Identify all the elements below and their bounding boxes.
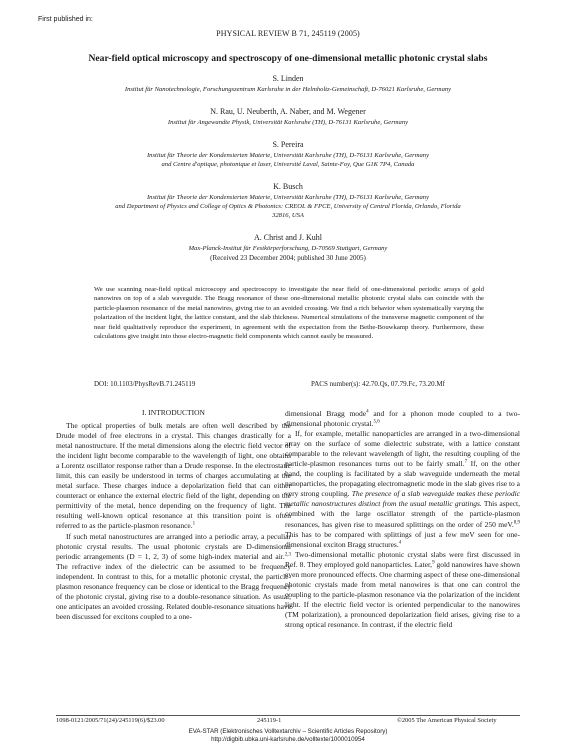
affiliation-linden: Institut für Nanotechnologie, Forschungszentrum Karlsruhe in der Helmholtz-Gemeinschaft, D-76021 Karlsruhe, Germany [124, 86, 452, 93]
affiliation-christ-kuhl: Max-Planck-Institut für Festkörperforschung, D-70569 Stuttgart, Germany [188, 245, 388, 252]
first-published-note: First published in: [38, 16, 93, 23]
affiliation-rau-group: Institut für Angewandte Physik, Universität Karlsruhe (TH), D-76131 Karlsruhe, Germany [167, 119, 409, 126]
left-column [56, 421, 291, 622]
right-column [285, 409, 520, 630]
section-heading: I. INTRODUCTION [142, 408, 205, 417]
footer-copyright: ©2005 The American Physical Society [397, 717, 497, 724]
author-pereira: S. Pereira [272, 140, 304, 149]
repository-name: EVA-STAR (Elektronisches Volltextarchiv – Scientific Articles Repository) [188, 728, 388, 735]
author-christ-kuhl: A. Christ and J. Kuhl [254, 233, 322, 242]
author-rau-group: N. Rau, U. Neuberth, A. Naber, and M. Wegener [210, 107, 366, 116]
paragraph: dimensional Bragg mode$^4$ and for a phonon mode coupled to a two-dimensional photonic crystal.$^{5,6}$ [285, 409, 521, 429]
reference: 5,6 [373, 419, 380, 425]
journal-header: PHYSICAL REVIEW B 71, 245119 (2005) [216, 29, 360, 38]
repository-url[interactable]: http://digbib.ubka.uni-karlsruhe.de/volltexte/1000010954 [211, 736, 365, 743]
footer-page-number: 245119-1 [257, 717, 282, 724]
paragraph: If, for example, metallic nanoparticles are arranged in a two-dimensional array on the surface of some dielectric substrate, with a lattice constant comparable to the relevant wavelength of light, the resulting coupling of the particle-plasmon resonances turns out to be fairly small.$^7$ If, on the other hand, the coupling is facilitated by a slab waveguide underneath the metal nanoparticles, the propagating electromagnetic mode in the slab gives rise to a very strong coupling. The presence of a slab waveguide makes these periodic metallic nanostructures distinct from the usual metallic gratings. This aspect, combined with the large oscillator strength of the particle-plasmon resonances, has given rise to measured splittings on the order of 250 meV.$^{8,9}$ This has to be compared with splittings of just a few meV seen for one-dimensional exciton Bragg structures.$^4$ [285, 429, 521, 549]
affiliation-pereira-1: Institut für Theorie der Kondensierten Materie, Universität Karlsruhe (TH), D-76131 Karlsruhe, Germany [146, 152, 430, 159]
repository-note [0, 728, 576, 744]
reference: 8,9 [513, 520, 520, 526]
paper-title: Near-field optical microscopy and spectroscopy of one-dimensional metallic photonic crystal slabs [88, 53, 488, 64]
pacs-numbers: PACS number(s): 42.70.Qs, 07.79.Fc, 73.20.Mf [311, 380, 445, 388]
reference: 7 [464, 459, 468, 465]
paragraph: If such metal nanostructures are arranged into a periodic array, a peculiar photonic crystal results. The usual photonic crystals are D-dimensional periodic arrangements (D = 1, 2, 3) of some high-index material and air.$^{2,3}$ The refractive index of the dielectric can be assumed to be frequency independent. In contrast to this, for a metallic photonic crystal, the particle-plasmon resonance frequency can be close or identical to the Bragg frequency of the photonic crystal, giving rise to a double-resonance situation. As usual, one anticipates an avoided crossing. Related double-resonance situations have been discussed for excitons coupled to a one- [56, 531, 291, 621]
reference: 4 [366, 409, 369, 415]
received-dates: (Received 23 December 2004; published 30 June 2005) [210, 254, 366, 262]
doi: DOI: 10.1103/PhysRevB.71.245119 [94, 380, 196, 388]
affiliation-busch-2: and Department of Physics and College of Optics & Photonics: CREOL & FPCE, University of Central Florida, Orlando, Florida [115, 203, 461, 210]
paragraph: The optical properties of bulk metals are often well described by the Drude model of free electrons in a crystal. This changes drastically for a metal nanostructure. If the metal dimensions along the electric field vector of the incident light become comparable to the wavelength of light, one obtains a Lorentz oscillator response rather than a Drude response. In the electrostatic limit, this can easily be understood in terms of charges accumulating at the metal surface. These charges induce a depolarization field that can either counteract or enhance the external electric field of the light, depending on the permittivity of the metal, hence depending on the frequency of light. The resulting well-known optical resonance at this transition point is often referred to as the particle-plasmon resonance.$^1$ [56, 421, 291, 531]
affiliation-pereira-2: and Centre d'optique, photonique et laser, Université Laval, Sainte-Foy, Que G1K 7P4, Canada [161, 161, 415, 168]
emphasis: The presence of a slab waveguide makes these periodic metallic nanostructures distinct from the usual metallic gratings. [285, 489, 521, 509]
affiliation-busch-3: 32816, USA [272, 212, 304, 219]
reference: 9 [432, 560, 435, 566]
footer-rule [56, 715, 520, 716]
affiliation-busch-1: Institut für Theorie der Kondensierten Materie, Universität Karlsruhe (TH), D-76131 Karlsruhe, Germany [146, 194, 430, 201]
reference: 4 [398, 540, 402, 546]
author-linden: S. Linden [272, 74, 304, 83]
footer-issn: 1098-0121/2005/71(24)/245119(6)/$23.00 [56, 717, 165, 724]
reference: 1 [192, 521, 196, 527]
reference: 2,3 [284, 552, 291, 558]
paragraph: Two-dimensional metallic photonic crystal slabs were first discussed in Ref. 8. They employed gold nanoparticles. Later,$^9$ gold nanowires have shown even more pronounced effects. One charming aspect of these one-dimensional photonic crystals made from metal nanowires is that one can control the coupling to the particle-plasmon resonance via the polarization of the incident light. If the electric field vector is oriented perpendicular to the nanowires (TM polarization), a pronounced depolarization field arises, giving rise to a strong optical resonance. In contrast, if the electric field [285, 549, 520, 629]
abstract: We use scanning near-field optical microscopy and spectroscopy to investigate the near field of one-dimensional periodic arrays of gold nanowires on top of a slab waveguide. The Bragg resonance of these one-dimensional metallic photonic crystal slabs can coincide with the particle-plasmon resonance of the metal nanowires, giving rise to an avoided crossing. We find a rich behavior when systematically varying the polarization of the incident light, the lattice constant, and the slab thickness. Numerical simulations of the transverse magnetic component of the near field qualitatively reproduce the experiment, in agreement with the expectation from the Bethe-Bouwkamp theory. Furthermore, these calculations give insight into those electro-magnetic field components which cannot easily be measured. [94, 286, 484, 341]
author-busch: K. Busch [273, 182, 303, 191]
